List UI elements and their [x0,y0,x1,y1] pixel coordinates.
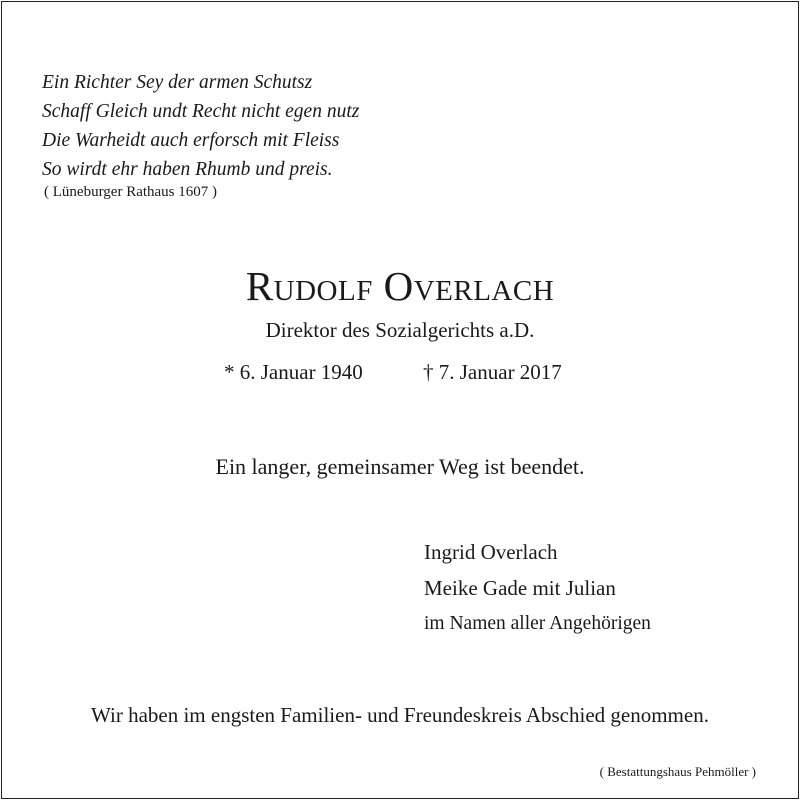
farewell-statement: Wir haben im engsten Familien- und Freundeskreis Abschied genommen. [91,703,709,727]
poem [42,68,462,184]
poem-line-3: Die Warheidt auch erforsch mit Fleiss [42,130,340,151]
mourner-3: im Namen aller Angehörigen [424,613,651,634]
poem-source: ( Lüneburger Rathaus 1607 ) [44,184,218,200]
poem-line-4: So wirdt ehr haben Rhumb und preis. [42,159,333,180]
deceased-name: Rudolf Overlach [245,263,555,309]
poem-line-2: Schaff Gleich undt Recht nicht egen nutz [42,101,360,122]
mourners-list [424,534,651,642]
funeral-home: ( Bestattungshaus Pehmöller ) [599,764,756,779]
mourner-2: Meike Gade mit Julian [424,576,616,600]
birth-date: * 6. Januar 1940 [224,360,363,384]
poem-line-1: Ein Richter Sey der armen Schutsz [42,72,313,93]
death-date: † 7. Januar 2017 [423,360,562,384]
deceased-title: Direktor des Sozialgerichts a.D. [265,318,535,342]
mourner-1: Ingrid Overlach [424,540,558,564]
motto: Ein langer, gemeinsamer Weg ist beendet. [215,454,585,479]
